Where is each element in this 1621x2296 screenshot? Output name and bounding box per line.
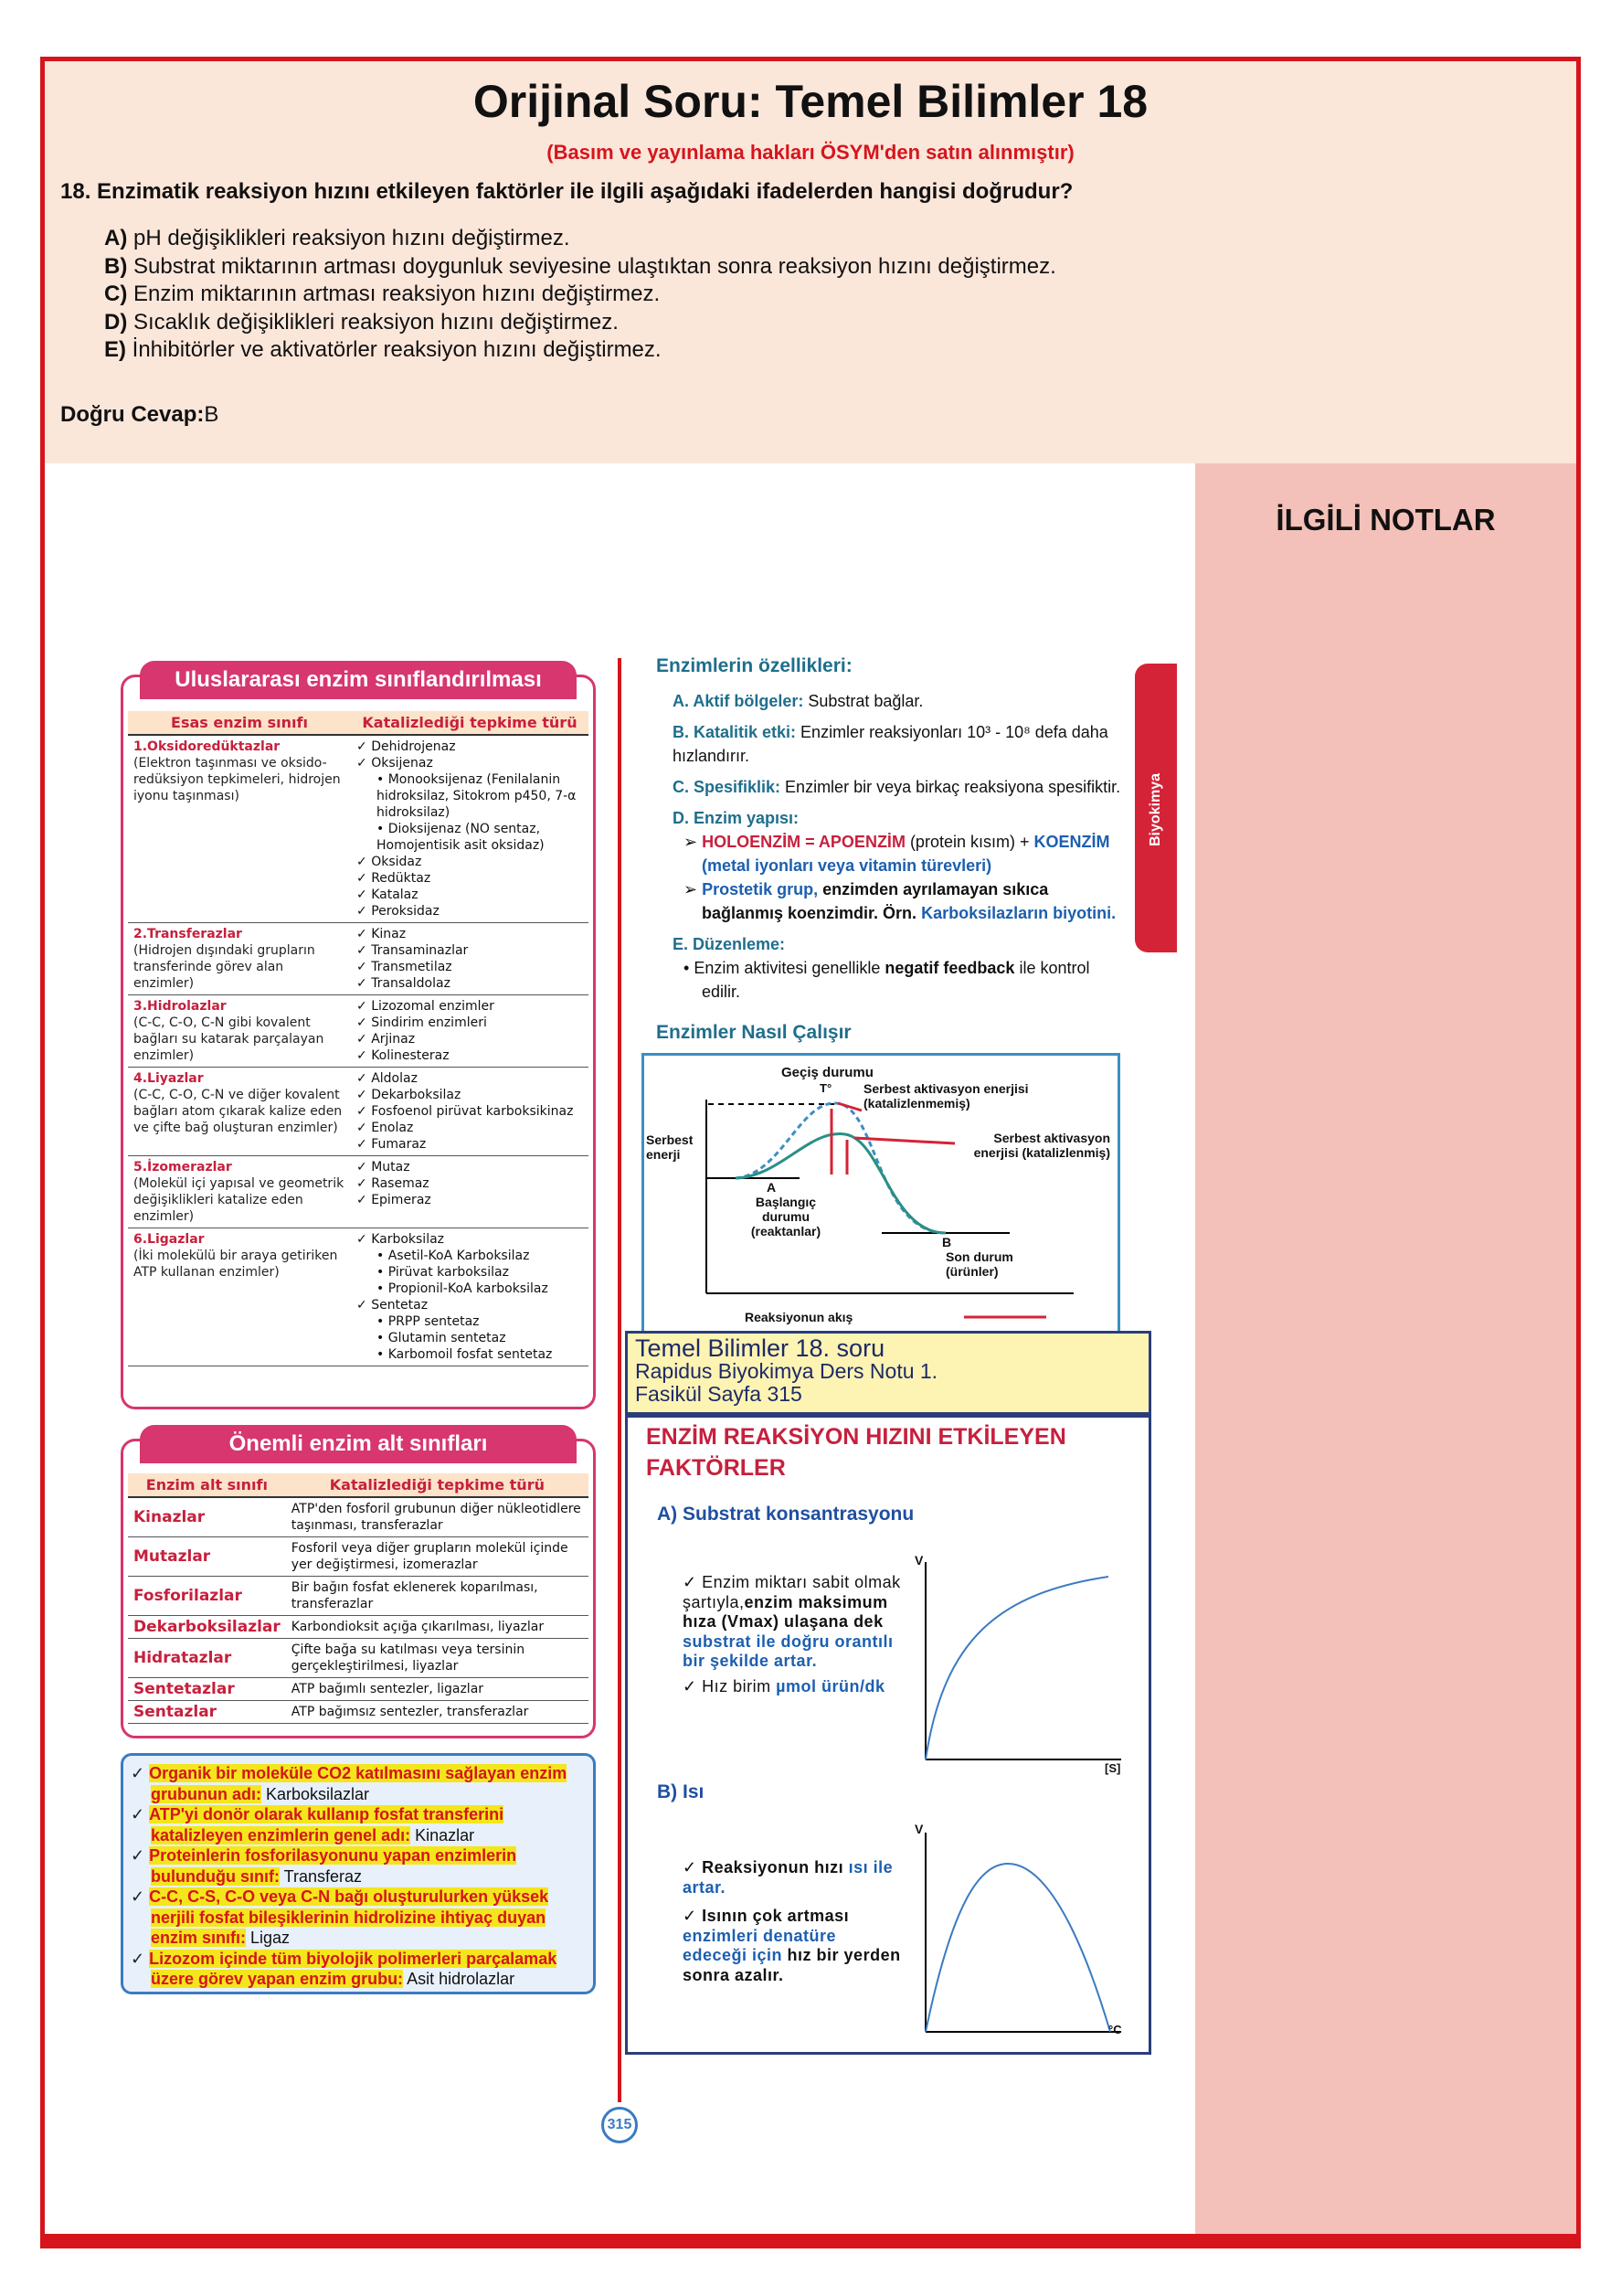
class-name: 3.Hidrolazlar <box>133 999 227 1014</box>
enzyme-item: ✓ Lizozomal enzimler <box>356 998 583 1015</box>
table-row <box>128 1639 588 1678</box>
source-line: Rapidus Biyokimya Ders Notu 1. <box>635 1359 938 1383</box>
table-row <box>128 735 588 923</box>
energy-diagram <box>641 1053 1120 1345</box>
highlight-item <box>147 1763 584 1804</box>
text-run: µmol ürün/dk <box>776 1676 885 1695</box>
start-label: Başlangıç durumu (reaktanlar) <box>750 1195 821 1238</box>
prop-val: Substrat bağlar. <box>803 692 924 710</box>
class-cell <box>128 923 351 995</box>
highlight-question: ATP'yi donör olarak kullanıp fosfat transferini katalizleyen enzimlerin genel adı: <box>149 1805 504 1844</box>
enzyme-item: ✓ Enolaz <box>356 1120 583 1136</box>
enzyme-item: ✓ Fosfoenol pirüvat karboksikinaz <box>356 1103 583 1120</box>
enzyme-item: • Glutamin sentetaz <box>356 1330 583 1346</box>
prop-e: E. Düzenleme: <box>673 935 786 953</box>
subclass-name: Hidratazlar <box>128 1639 286 1678</box>
heat-title: B) Isı <box>657 1781 705 1802</box>
text-run: Isının çok artması <box>702 1907 850 1925</box>
prop-key: C. Spesifiklik: <box>673 778 781 796</box>
source-line: Fasikül Sayfa 315 <box>635 1382 802 1406</box>
subclass-desc: Bir bağın fosfat eklenerek koparılması, transferazlar <box>286 1577 588 1616</box>
reaction-cell <box>351 1228 588 1366</box>
class-name: 6.Ligazlar <box>133 1232 205 1247</box>
temperature-curve <box>926 1864 1110 2032</box>
subclass-desc: Karbondioksit açığa çıkarılması, liyazlar <box>286 1616 588 1639</box>
table-row <box>128 923 588 995</box>
substrate-point <box>683 1573 902 1672</box>
prop-val: Enzim aktivitesi genellikle <box>694 959 885 977</box>
enzyme-item: ✓ Peroksidaz <box>356 903 583 919</box>
prop-b <box>656 720 1131 768</box>
text-run: ısı ile artar. <box>683 1858 894 1897</box>
bottom-bar <box>40 2234 1581 2248</box>
notes-title: İLGİLİ NOTLAR <box>1276 503 1496 537</box>
prop-key: A. Aktif bölgeler: <box>673 692 804 710</box>
class-desc: (C-C, C-O, C-N ve diğer kovalent bağları atom çıkarak kalize eden ve çifte bağ oluşturan enzimler) <box>133 1088 343 1135</box>
highlight-question: Organik bir moleküle CO2 katılmasını sağlayan enzim grubunun adı: <box>149 1764 567 1803</box>
table-row <box>128 995 588 1068</box>
prop-d: D. Enzim yapısı: <box>673 809 800 827</box>
subclass-name: Mutazlar <box>128 1537 286 1577</box>
class-cell <box>128 1156 351 1228</box>
class-cell <box>128 735 351 923</box>
table-row <box>128 1537 588 1577</box>
option-text: İnhibitörler ve aktivatörler reaksiyon hızını değiştirmez. <box>126 337 662 362</box>
uncat-label: Serbest aktivasyon enerjisi (katalizlenmemiş) <box>863 1081 1029 1111</box>
option-text: Sıcaklık değişiklikleri reaksiyon hızını değiştirmez. <box>127 309 619 335</box>
how-title: Enzimler Nasıl Çalışır <box>656 1022 852 1043</box>
pointer-arrow <box>838 1103 862 1111</box>
section-tab <box>1135 664 1177 952</box>
enzyme-item: ✓ Kinaz <box>356 926 583 942</box>
table-row <box>128 1068 588 1156</box>
class-cell <box>128 1068 351 1156</box>
enzyme-item: ✓ Transaminazlar <box>356 942 583 959</box>
t-label: T° <box>820 1081 832 1095</box>
highlight-answer: Ligaz <box>246 1929 291 1947</box>
enzyme-item: ✓ Aldolaz <box>356 1070 583 1087</box>
subclass-desc: Çifte bağa su katılması veya tersinin gerçekleştirilmesi, liyazlar <box>286 1639 588 1678</box>
enzyme-item: • PRPP sentetaz <box>356 1313 583 1330</box>
option-e[interactable] <box>104 336 1056 365</box>
subclass-title: Önemli enzim alt sınıfları <box>140 1425 577 1463</box>
classification-table <box>128 711 588 1366</box>
highlight-box <box>121 1753 596 1994</box>
heat-text <box>683 1858 902 1985</box>
question-text: 18. Enzimatik reaksiyon hızını etkileyen faktörler ile ilgili aşağıdaki ifadelerden hangisi doğrudur? <box>60 179 1074 204</box>
holoenzyme-text: HOLOENZİM = APOENZİM <box>702 833 906 851</box>
option-letter: C) <box>104 282 128 306</box>
enzyme-item: ✓ Redüktaz <box>356 870 583 887</box>
cat-label: Serbest aktivasyon enerjisi (katalizlenmiş) <box>973 1131 1110 1160</box>
properties-title: Enzimlerin özellikleri: <box>656 655 853 676</box>
enzyme-item: ✓ Rasemaz <box>356 1175 583 1192</box>
enzyme-item: ✓ Kolinesteraz <box>356 1047 583 1064</box>
feedback-text: negatif feedback <box>885 959 1015 977</box>
class-name: 4.Liyazlar <box>133 1071 204 1086</box>
prop-e1: • Enzim aktivitesi genellikle negatif feedback ile kontrol edilir. <box>683 959 1090 1001</box>
col-header: Katalizlediği tepkime türü <box>286 1473 588 1497</box>
enzyme-item: ✓ Sentetaz <box>356 1297 583 1313</box>
col-header: Katalizlediği tepkime türü <box>351 711 588 735</box>
substrate-title: A) Substrat konsantrasyonu <box>657 1504 915 1525</box>
class-cell <box>128 995 351 1068</box>
enzyme-item: ✓ Sindirim enzimleri <box>356 1015 583 1031</box>
reaction-cell <box>351 1068 588 1156</box>
text-run: substrat ile doğru orantılı bir şekilde artar. <box>683 1632 894 1670</box>
text-run: enzimleri denatüre edeceği için <box>683 1926 837 1964</box>
highlight-item <box>147 1804 584 1845</box>
option-text: pH değişiklikleri reaksiyon hızını değiştirmez. <box>127 226 570 250</box>
class-name: 1.Oksidoredüktazlar <box>133 739 281 754</box>
b-label: B <box>942 1235 952 1249</box>
highlight-answer: Transferaz <box>279 1866 363 1886</box>
table-row <box>128 1497 588 1537</box>
class-desc: (Hidrojen dışındaki grupların transferinde görev alan enzimler) <box>133 943 315 991</box>
highlight-answer: Kinazlar <box>410 1825 475 1844</box>
graph-x-label: [S] <box>1105 1761 1121 1775</box>
coenzyme-text: KOENZİM (metal iyonları veya vitamin türevleri) <box>702 833 1110 875</box>
text-run: Enzim miktarı sabit olmak şartıyla, <box>683 1573 901 1611</box>
enzyme-item: ✓ Oksijenaz <box>356 755 583 771</box>
class-name: 2.Transferazlar <box>133 927 242 941</box>
prop-a <box>656 689 1131 713</box>
enzyme-properties <box>656 654 1131 1004</box>
option-letter: E) <box>104 337 126 362</box>
table-row <box>128 1678 588 1701</box>
table-row <box>128 1701 588 1724</box>
option-b[interactable] <box>104 253 1056 282</box>
options-list <box>104 225 1056 365</box>
prop-key: B. Katalitik etki: <box>673 723 797 741</box>
graph-y-label: V <box>915 1822 924 1836</box>
option-text: Enzim miktarının artması reaksiyon hızını değiştirmez. <box>127 282 661 306</box>
reaction-cell <box>351 735 588 923</box>
enzyme-item: ✓ Arjinaz <box>356 1031 583 1047</box>
reaction-cell <box>351 1156 588 1228</box>
enzyme-item: • Monooksijenaz (Fenilalanin hidroksilaz, Sitokrom p450, 7-α hidroksilaz) <box>356 771 583 821</box>
graph-x-label: °C <box>1108 2023 1122 2036</box>
answer-value: B <box>204 402 219 427</box>
transition-label: Geçiş durumu <box>781 1065 874 1080</box>
highlight-item <box>147 1887 584 1949</box>
subclass-name: Sentazlar <box>128 1701 286 1724</box>
class-desc: (İki molekülü bir araya getiriken ATP kullanan enzimler) <box>133 1249 338 1280</box>
text-run: Hız birim <box>702 1676 777 1695</box>
option-d[interactable] <box>104 309 1056 337</box>
prop-val: (protein kısım) + <box>905 833 1030 851</box>
correct-answer <box>60 402 218 428</box>
source-line: Temel Bilimler 18. soru <box>635 1334 885 1362</box>
heat-point <box>683 1858 902 1897</box>
temperature-graph <box>916 1827 1127 2046</box>
highlight-question: Lizozom içinde tüm biyolojik polimerleri parçalamak üzere görev yapan enzim grubu: <box>149 1949 557 1988</box>
class-desc: (Elektron taşınması ve oksido-redüksiyon tepkimeleri, hidrojen iyonu taşınması) <box>133 756 341 803</box>
col-header: Enzim alt sınıfı <box>128 1473 286 1497</box>
highlight-answer: Asit hidrolazlar <box>403 1970 515 1988</box>
text-run: hız bir yerden sonra azalır. <box>683 1946 901 1984</box>
highlight-answer: Karboksilazlar <box>260 1784 370 1803</box>
reaction-cell <box>351 995 588 1068</box>
enzyme-item: • Karbomoil fosfat sentetaz <box>356 1346 583 1363</box>
class-name: 5.İzomerazlar <box>133 1160 232 1175</box>
page-divider <box>618 658 621 2102</box>
text-run: enzim maksimum hıza (Vmax) ulaşana dek <box>683 1592 888 1631</box>
subclass-name: Dekarboksilazlar <box>128 1616 286 1639</box>
classification-title: Uluslararası enzim sınıflandırılması <box>140 661 577 699</box>
source-box <box>625 1331 1151 1415</box>
end-label: Son durum (ürünler) <box>946 1249 1013 1279</box>
enzyme-item: ✓ Dekarboksilaz <box>356 1087 583 1103</box>
enzyme-item: • Dioksijenaz (NO sentaz, Homojentisik asit oksidaz) <box>356 821 583 854</box>
heat-point <box>683 1907 902 1985</box>
subclass-desc: ATP bağımlı sentezler, ligazlar <box>286 1678 588 1701</box>
x-axis-label: Reaksiyonun akış <box>745 1310 853 1324</box>
prop-val: enzimden ayrılamayan sıkıca bağlanmış koenzimdir. Örn. <box>702 880 1049 922</box>
page-title: Orijinal Soru: Temel Bilimler 18 <box>472 76 1149 127</box>
notes-panel <box>1195 463 1576 2234</box>
table-row <box>128 1156 588 1228</box>
subclass-name: Fosforilazlar <box>128 1577 286 1616</box>
graph-y-label: V <box>915 1553 924 1568</box>
highlight-question: Proteinlerin fosforilasyonunu yapan enzimlerin bulunduğu sınıf: <box>149 1846 517 1886</box>
y-axis-label: Serbest enerji <box>646 1132 694 1162</box>
option-letter: B) <box>104 253 128 279</box>
page-number: 315 <box>601 2107 638 2143</box>
option-text: Substrat miktarının artması doygunluk seviyesine ulaştıktan sonra reaksiyon hızını değiştirmez. <box>127 253 1056 279</box>
prop-val: Enzimler bir veya birkaç reaksiyona spesifiktir. <box>780 778 1121 796</box>
highlight-item <box>147 1845 584 1887</box>
factors-title: ENZİM REAKSİYON HIZINI ETKİLEYEN FAKTÖRLER <box>646 1424 1066 1481</box>
enzyme-item: ✓ Oksidaz <box>356 854 583 870</box>
highlight-item <box>147 1949 584 1990</box>
enzyme-item: ✓ Karboksilaz <box>356 1231 583 1248</box>
prop-c <box>656 775 1131 799</box>
subclass-name: Kinazlar <box>128 1497 286 1537</box>
table-row <box>128 1616 588 1639</box>
factors-panel <box>625 1415 1151 2055</box>
option-c[interactable] <box>104 281 1056 309</box>
biotin-text: Karboksilazların biyotini. <box>916 904 1117 922</box>
enzyme-item: ✓ Epimeraz <box>356 1192 583 1208</box>
saturation-curve <box>926 1577 1108 1759</box>
subclass-table <box>128 1473 588 1724</box>
substrate-graph <box>916 1557 1127 1776</box>
enzyme-item: • Asetil-KoA Karboksilaz <box>356 1248 583 1264</box>
text-run: Reaksiyonun hızı <box>702 1858 844 1876</box>
enzyme-item: ✓ Mutaz <box>356 1159 583 1175</box>
subclass-desc: ATP'den fosforil grubunun diğer nükleotidlere taşınması, transferazlar <box>286 1497 588 1537</box>
option-letter: A) <box>104 226 128 250</box>
substrate-text <box>683 1573 902 1696</box>
enzyme-item: • Propionil-KoA karboksilaz <box>356 1281 583 1297</box>
prop-val: ile kontrol edilir. <box>702 959 1090 1001</box>
enzyme-item: ✓ Transaldolaz <box>356 975 583 992</box>
reaction-cell <box>351 923 588 995</box>
prosthetic-text: Prostetik grup, <box>702 880 819 898</box>
prop-val: Enzimler reaksiyonları 10³ - 10⁸ defa daha hızlandırır. <box>673 723 1108 765</box>
copyright-note: (Basım ve yayınlama hakları ÖSYM'den satın alınmıştır) <box>546 141 1075 164</box>
a-label: A <box>767 1180 777 1195</box>
subclass-desc: ATP bağımsız sentezler, transferazlar <box>286 1701 588 1724</box>
substrate-unit <box>683 1677 902 1697</box>
option-letter: D) <box>104 309 128 335</box>
col-header: Esas enzim sınıfı <box>128 711 351 735</box>
subclass-name: Sentetazlar <box>128 1678 286 1701</box>
enzyme-item: ✓ Dehidrojenaz <box>356 739 583 755</box>
table-row <box>128 1577 588 1616</box>
option-a[interactable] <box>104 225 1056 253</box>
prop-d1: ➢ HOLOENZİM = APOENZİM (protein kısım) + KOENZİM (metal iyonları veya vitamin türevleri) <box>683 833 1110 875</box>
class-cell <box>128 1228 351 1366</box>
enzyme-item: ✓ Transmetilaz <box>356 959 583 975</box>
tab-label: Biyokimya <box>1148 772 1163 846</box>
class-desc: (Molekül içi yapısal ve geometrik değişiklikleri katalize eden enzimler) <box>133 1176 344 1224</box>
highlight-question: C-C, C-S, C-O veya C-N bağı oluşturulurken yüksek nerjili fosfat bileşiklerinin hidrolizine ihtiyaç duyan enzim sınıfı: <box>149 1887 549 1947</box>
enzyme-item: ✓ Fumaraz <box>356 1136 583 1153</box>
prop-d2: ➢ Prostetik grup, enzimden ayrılamayan sıkıca bağlanmış koenzimdir. Örn. Karboksilazların biyotini. <box>683 880 1117 922</box>
enzyme-item: ✓ Katalaz <box>356 887 583 903</box>
enzyme-item: • Pirüvat karboksilaz <box>356 1264 583 1281</box>
class-desc: (C-C, C-O, C-N gibi kovalent bağları su katarak parçalayan enzimler) <box>133 1015 324 1063</box>
subclass-desc: Fosforil veya diğer grupların molekül içinde yer değiştirmesi, izomerazlar <box>286 1537 588 1577</box>
answer-label: Doğru Cevap: <box>60 402 205 427</box>
table-row <box>128 1228 588 1366</box>
